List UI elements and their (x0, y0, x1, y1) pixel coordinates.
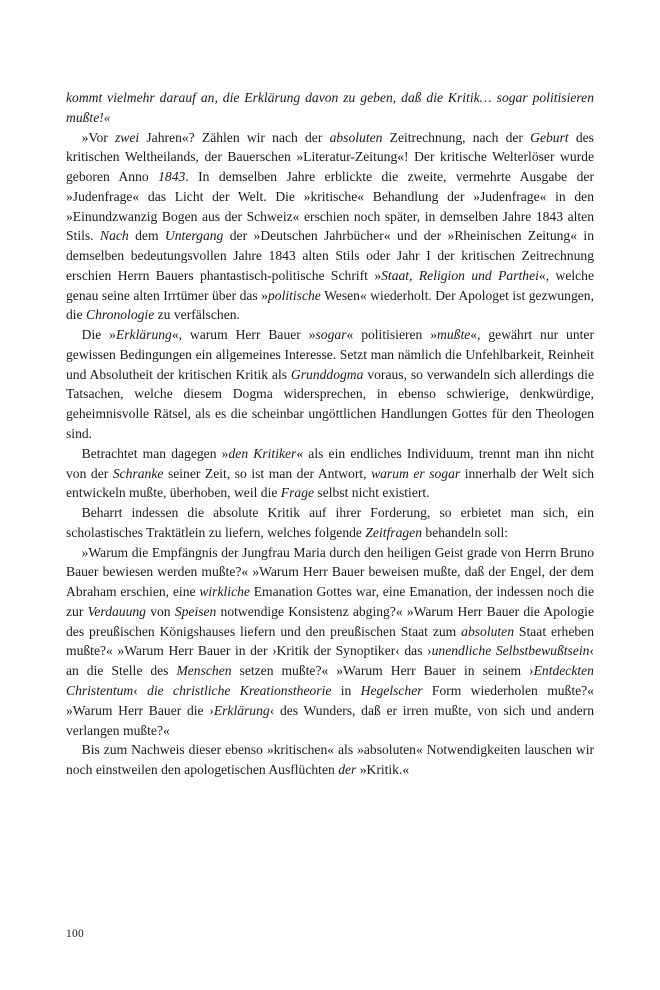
page-number: 100 (66, 928, 84, 940)
paragraph: »Warum die Empfängnis der Jungfrau Maria durch den heiligen Geist grade von Herrn Bruno Bauer bewiesen werden mußte?« »Warum Herr Bauer beweisen mußte, daß der Engel, der dem Abraham erschien, eine wirkliche Emanation Gottes war, eine Emanation, der indessen noch die zur Verdauung von Speisen notwendige Konsistenz abging?« »Warum Herr Bauer die Apologie des preußischen Königshauses liefern und den preußischen Staat zum absoluten Staat erheben mußte?« »Warum Herr Bauer in der ›Kritik der Synoptiker‹ das ›unendliche Selbstbewußtsein‹ an die Stelle des Menschen setzen mußte?« »Warum Herr Bauer in seinem ›Entdeckten Christentum‹ die christliche Kreationstheorie in Hegelscher Form wiederholen mußte?« »Warum Herr Bauer die ›Erklärung‹ des Wunders, daß er irren mußte, von sich und andern verlangen mußte?« (66, 544, 595, 738)
paragraph: »Vor zwei Jahren«? Zählen wir nach der absoluten Zeitrechnung, nach der Geburt des kritischen Weltheilands, der Bauerschen »Literatur-Zeitung«! Der kritische Welterlöser wurde geboren Anno 1843. In demselben Jahre erblickte die zweite, vermehrte Ausgabe der »Judenfrage« das Licht der Welt. Die »kritische« Behandlung der »Judenfrage« in den »Einundzwanzig Bogen aus der Schweiz« erschien noch später, in demselben Jahre 1843 alten Stils. Nach dem Untergang der »Deutschen Jahrbücher« und der »Rheinischen Zeitung« in demselben bedeutungsvollen Jahre 1843 alten Stils oder Jahr I der kritischen Zeitrechnung erschien Herrn Bauers phantastisch-politische Schrift »Staat, Religion und Parthei«, welche genau seine alten Irrtümer über das »politische Wesen« wiederholt. Der Apologet ist gezwungen, die Chronologie zu verfälschen. (66, 129, 594, 323)
paragraph: Beharrt indessen die absolute Kritik auf ihrer Forderung, so erbietet man sich, ein scholastisches Traktätlein zu liefern, welches folgende Zeitfragen behandeln soll: (66, 505, 594, 540)
paragraph: Betrachtet man dagegen »den Kritiker« als ein endliches Individuum, trennt man ihn nicht von der Schranke seiner Zeit, so ist man der Antwort, warum er sogar innerhalb der Welt sich entwickeln mußte, überhoben, weil die Frage selbst nicht existiert. (66, 445, 594, 501)
paragraph: Die »Erklärung«, warum Herr Bauer »sogar« politisieren »mußte«, gewährt nur unter gewissen Bedingungen ein allgemeines Interesse. Setzt man nämlich die Unfehlbarkeit, Reinheit und Absolutheit der kritischen Kritik als Grunddogma voraus, so verwandeln sich allerdings die Tatsachen, welche diesem Dogma widersprechen, in ebenso schwierige, denkwürdige, geheimnisvolle Rätsel, als es die scheinbar ungöttlichen Handlungen Gottes für den Theologen sind. (66, 327, 594, 442)
page-body (66, 88, 594, 780)
paragraph: Bis zum Nachweis dieser ebenso »kritischen« als »absoluten« Notwendigkeiten lauschen wir noch einstweilen den apologetischen Ausflüchten der »Kritik.« (66, 742, 594, 778)
paragraph-continuation: kommt vielmehr darauf an, die Erklärung davon zu geben, daß die Kritik… sogar politisieren mußte!« (66, 90, 594, 125)
